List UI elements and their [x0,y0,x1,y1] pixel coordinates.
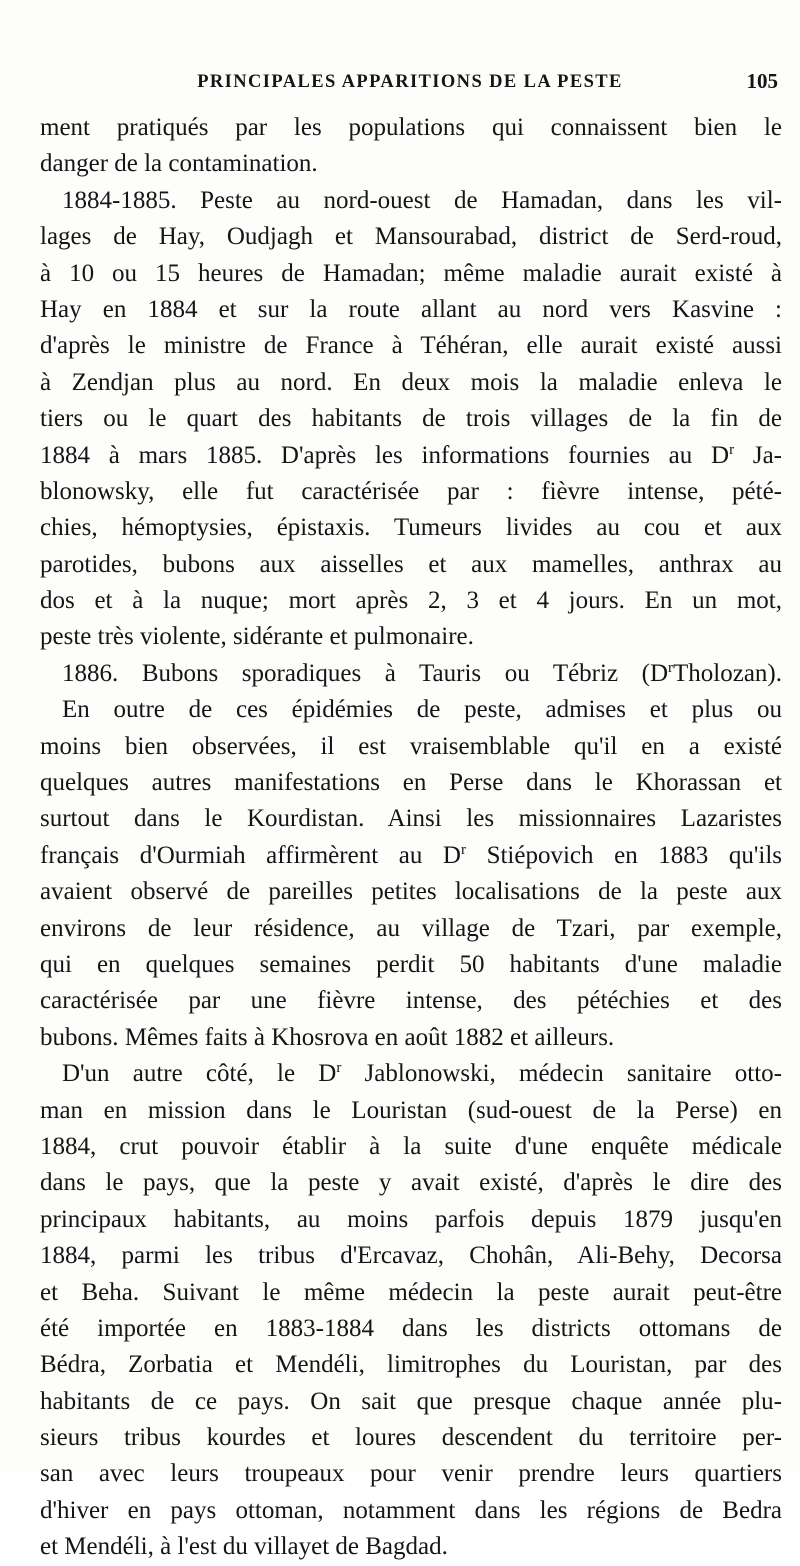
text-line: tiers ou le quart des habitants de trois villages de la fin de [40,405,782,433]
text-line: et Mendéli, à l'est du villayet de Bagdad. [40,1533,448,1561]
text-line: 1884, crut pouvoir établir à la suite d'une enquête médicale [40,1132,782,1160]
line-text: D'un autre côté, le D [62,1060,337,1088]
text-line: 1884-1885. Peste au nord-ouest de Hamadan, dans les vil- [62,186,782,214]
text-line: san avec leurs troupeaux pour venir prendre leurs quartiers [40,1460,782,1488]
line-text: Ja- [734,441,782,469]
text-line: été importée en 1883-1884 dans les districts ottomans de [40,1314,782,1342]
running-head [40,69,780,102]
text-line: d'hiver en pays ottoman, notamment dans les régions de Bedra [40,1496,782,1524]
page-number: 105 [746,69,778,93]
text-line: lages de Hay, Oudjagh et Mansourabad, district de Serd-roud, [40,223,782,251]
text-line: caractérisée par une fièvre intense, des pétéchies et des [40,987,782,1015]
text-line [40,838,782,874]
text-line: et Beha. Suivant le même médecin la peste aurait peut-être [40,1278,782,1306]
text-line: parotides, bubons aux aisselles et aux mamelles, anthrax au [40,550,782,578]
text-line: quelques autres manifestations en Perse dans le Khorassan et [40,769,782,797]
text-line: Bédra, Zorbatia et Mendéli, limitrophes du Louristan, par des [40,1351,782,1379]
text-line: surtout dans le Kourdistan. Ainsi les missionnaires Lazaristes [40,805,782,833]
text-line: danger de la contamination. [40,150,318,178]
line-text: français d'Ourmiah affirmèrent au D [40,841,461,869]
text-line: environs de leur résidence, au village de Tzari, par exemple, [40,914,782,942]
text-line: dans le pays, que la peste y avait existé, d'après le dire des [40,1169,782,1197]
text-line: En outre de ces épidémies de peste, admises et plus ou [62,696,782,724]
text-line: qui en quelques semaines perdit 50 habitants d'une maladie [40,950,782,978]
text-line [40,1056,782,1092]
superscript: r [336,1060,342,1077]
line-text: 1884 à mars 1885. D'après les informations fournies au D [40,441,730,469]
text-line: peste très violente, sidérante et pulmonaire. [40,623,474,651]
text-line: 1884, parmi les tribus d'Ercavaz, Chohân, Ali-Behy, Decorsa [40,1242,782,1270]
line-text: Stiépovich en 1883 qu'ils [465,841,782,869]
text-line: à Zendjan plus au nord. En deux mois la maladie enleva le [40,368,782,396]
text-line: ment pratiqués par les populations qui connaissent bien le [40,114,782,141]
body-text [40,110,782,1566]
line-text: Tholozan). [673,659,782,687]
superscript: r [460,841,466,858]
text-line: bubons. Mêmes faits à Khosrova en août 1882 et ailleurs. [40,1023,615,1051]
text-line: man en mission dans le Louristan (sud-ouest de la Perse) en [40,1096,782,1124]
superscript: r [729,441,735,458]
text-line [40,438,782,474]
text-line: Hay en 1884 et sur la route allant au nord vers Kasvine : [40,295,782,323]
text-line: à 10 ou 15 heures de Hamadan; même maladie aurait existé à [40,259,782,287]
text-line: avaient observé de pareilles petites localisations de la peste aux [40,878,782,906]
text-line: habitants de ce pays. On sait que presque chaque année plu- [40,1387,782,1415]
text-line: principaux habitants, au moins parfois depuis 1879 jusqu'en [40,1205,782,1233]
text-line: sieurs tribus kourdes et loures descendent du territoire per- [40,1424,782,1452]
text-line: blonowsky, elle fut caractérisée par : fièvre intense, pété- [40,477,782,505]
text-line: moins bien observées, il est vraisemblable qu'il en a existé [40,732,782,760]
text-line: chies, hémoptysies, épistaxis. Tumeurs livides au cou et aux [40,514,782,542]
line-text: Jablonowski, médecin sanitaire otto- [341,1060,782,1088]
running-title: PRINCIPALES APPARITIONS DE LA PESTE [197,72,623,92]
line-text: 1886. Bubons sporadiques à Tauris ou Tébriz (D [62,659,669,687]
text-line: d'après le ministre de France à Téhéran, elle aurait existé aussi [40,332,782,360]
text-line: dos et à la nuque; mort après 2, 3 et 4 jours. En un mot, [40,587,782,615]
text-line [40,656,782,692]
superscript: r [668,659,674,676]
